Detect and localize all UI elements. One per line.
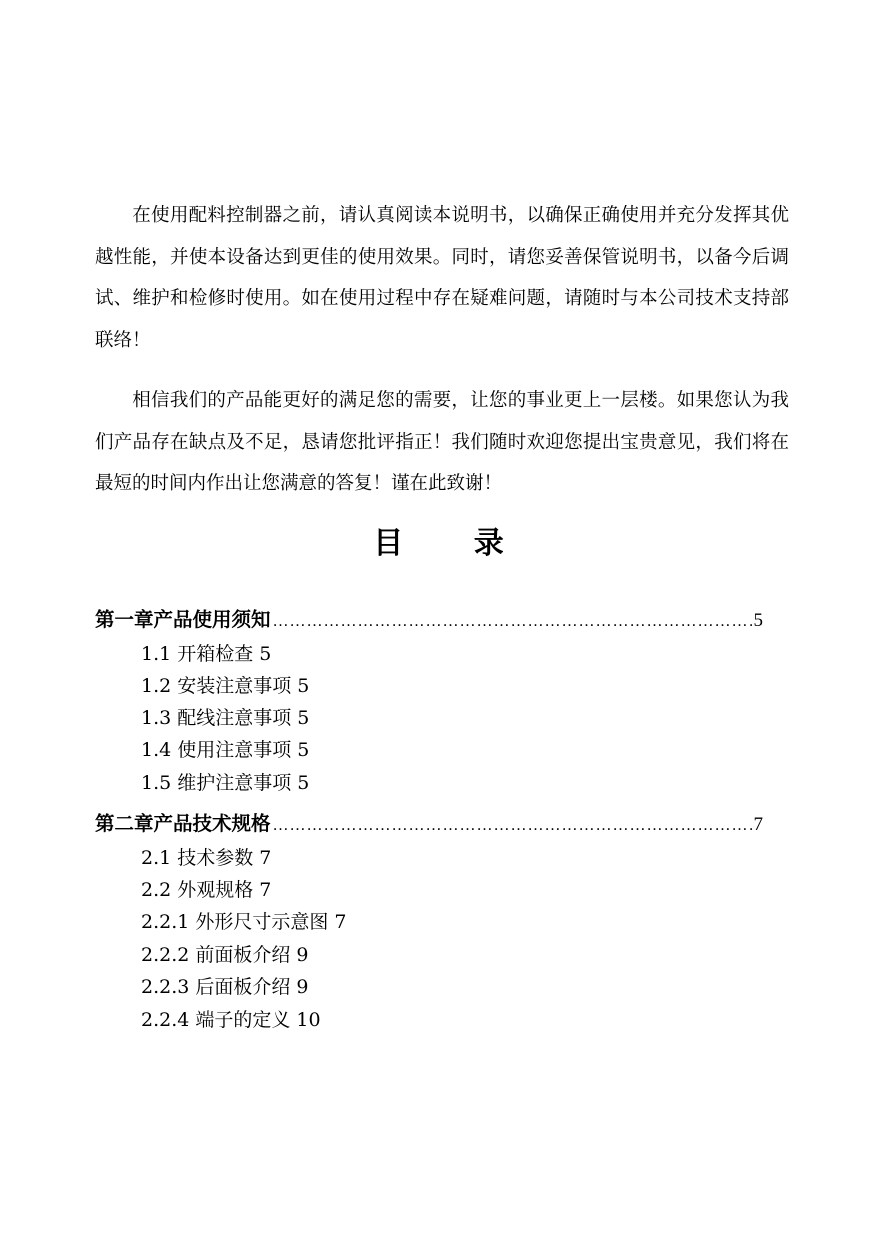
toc-item[interactable]: 2.2.3 后面板介绍 9 [141,976,309,998]
toc-item[interactable]: 1.3 配线注意事项 5 [141,707,310,729]
toc-item[interactable]: 2.2 外观规格 7 [141,879,272,901]
toc-item[interactable]: 1.5 维护注意事项 5 [141,772,310,794]
toc-chapter-2[interactable] [95,809,763,841]
toc-chapter-title: 第一章产品使用须知 [95,608,271,631]
toc-item[interactable]: 1.1 开箱检查 5 [141,643,272,665]
intro-paragraph-2-text: 相信我们的产品能更好的满足您的需要，让您的事业更上一层楼。如果您认为我们产品存在缺点及不足，恳请您批评指正！我们随时欢迎您提出宝贵意见，我们将在最短的时间内作出让您满意的答复！谨在此致谢！ [95,390,789,494]
toc-item[interactable]: 2.2.2 前面板介绍 9 [141,944,309,966]
toc-chapter-page: 7 [753,814,763,835]
intro-paragraph-1 [95,195,789,361]
toc-item[interactable]: 1.4 使用注意事项 5 [141,739,310,761]
toc-chapter-1[interactable] [95,605,763,637]
toc-chapter-page: 5 [753,610,763,631]
toc-item[interactable]: 2.2.1 外形尺寸示意图 7 [141,911,347,933]
toc-chapter-title: 第二章产品技术规格 [95,812,271,835]
toc-dot-leader [273,607,752,637]
toc-dot-leader [273,811,752,841]
toc-item[interactable]: 2.2.4 端子的定义 10 [141,1009,321,1031]
toc-title-text: 目 录 [373,526,534,561]
toc-item[interactable]: 1.2 安装注意事项 5 [141,675,310,697]
toc-title [0,520,877,568]
intro-paragraph-1-text: 在使用配料控制器之前，请认真阅读本说明书，以确保正确使用并充分发挥其优越性能，并使本设备达到更佳的使用效果。同时，请您妥善保管说明书，以备今后调试、维护和检修时使用。如在使用过程中存在疑难问题，请随时与本公司技术支持部联络！ [95,205,789,351]
intro-paragraph-2 [95,380,789,505]
toc-item[interactable]: 2.1 技术参数 7 [141,847,272,869]
